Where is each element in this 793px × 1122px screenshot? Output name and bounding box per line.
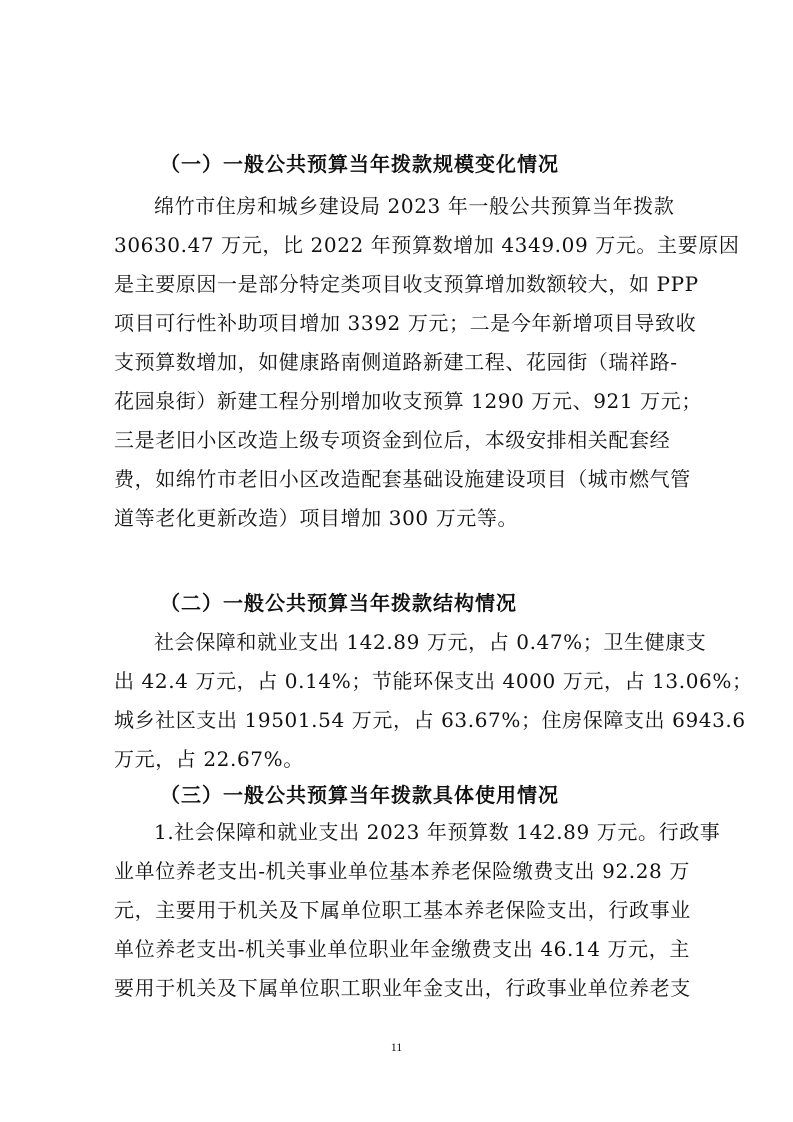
paragraph-line: 项目可行性补助项目增加 3392 万元；二是今年新增项目导致收 <box>114 311 697 335</box>
paragraph-line: 1.社会保障和就业支出 2023 年预算数 142.89 万元。行政事 <box>154 820 721 844</box>
section-heading-1: （一）一般公共预算当年拨款规模变化情况 <box>160 152 559 176</box>
section-heading-2: （二）一般公共预算当年拨款结构情况 <box>160 591 517 615</box>
paragraph-line: 社会保障和就业支出 142.89 万元，占 0.47%；卫生健康支 <box>154 630 707 654</box>
paragraph-line: 支预算数增加，如健康路南侧道路新建工程、花园街（瑞祥路- <box>114 350 678 374</box>
page-number: 11 <box>390 1040 403 1054</box>
paragraph-line: 元，主要用于机关及下属单位职工基本养老保险支出，行政事业 <box>114 898 691 922</box>
paragraph-line: 道等老化更新改造）项目增加 300 万元等。 <box>114 506 519 530</box>
paragraph-line: 要用于机关及下属单位职工职业年金支出，行政事业单位养老支 <box>114 976 691 1000</box>
section-paragraph-3 <box>114 813 721 1008</box>
section-paragraph-1 <box>114 187 740 538</box>
section-paragraph-2 <box>114 623 753 779</box>
paragraph-line: 三是老旧小区改造上级专项资金到位后，本级安排相关配套经 <box>114 428 671 452</box>
paragraph-line: 花园泉街）新建工程分别增加收支预算 1290 万元、921 万元； <box>114 389 702 413</box>
paragraph-line: 单位养老支出-机关事业单位职业年金缴费支出 46.14 万元，主 <box>114 937 690 961</box>
paragraph-line: 费，如绵竹市老旧小区改造配套基础设施建设项目（城市燃气管 <box>114 467 691 491</box>
paragraph-line: 绵竹市住房和城乡建设局 2023 年一般公共预算当年拨款 <box>154 194 675 218</box>
paragraph-line: 万元，占 22.67%。 <box>114 747 304 771</box>
paragraph-line: 出 42.4 万元，占 0.14%；节能环保支出 4000 万元，占 13.06%； <box>114 669 753 693</box>
section-heading-3: （三）一般公共预算当年拨款具体使用情况 <box>160 783 559 807</box>
paragraph-line: 30630.47 万元，比 2022 年预算数增加 4349.09 万元。主要原因 <box>114 233 740 257</box>
paragraph-line: 是主要原因一是部分特定类项目收支预算增加数额较大，如 PPP <box>114 272 699 296</box>
paragraph-line: 业单位养老支出-机关事业单位基本养老保险缴费支出 92.28 万 <box>114 859 690 883</box>
paragraph-line: 城乡社区支出 19501.54 万元，占 63.67%；住房保障支出 6943.6 <box>114 708 746 732</box>
